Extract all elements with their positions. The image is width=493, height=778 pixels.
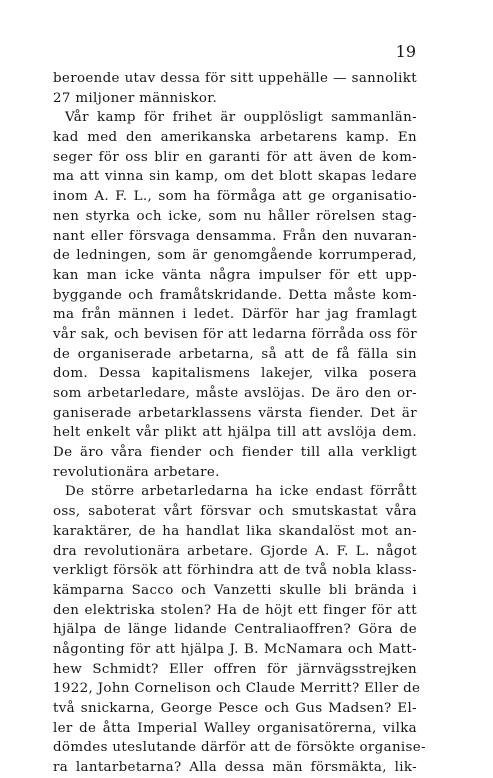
text-line: dra revolutionära arbetare. Gjorde A. F. L. något	[53, 543, 417, 559]
text-line: dömdes uteslutande därför att de försökte organise-	[53, 740, 426, 756]
text-line: ganiserade arbetarklassens värsta fiender. Det är	[53, 405, 417, 421]
text-line: ma från männen i ledet. Därför har jag framlagt	[53, 307, 417, 323]
text-line: revolutionära arbetare.	[53, 464, 220, 480]
text-line: vår sak, och bevisen för att ledarna förråda oss för	[53, 326, 417, 342]
page-number: 19	[395, 42, 416, 61]
text-line: De äro våra fiender och fiender till alla verkligt	[53, 445, 417, 461]
text-line: beroende utav dessa för sitt uppehälle — sannolikt	[53, 71, 417, 86]
text-line: de ledningen, som är genomgående korrumperad,	[53, 248, 417, 264]
text-line: kämparna Sacco och Vanzetti skulle bli brända i	[53, 582, 417, 598]
text-line: helt enkelt vår plikt att hjälpa till att avslöja dem.	[53, 425, 417, 441]
text-line: de organiserade arbetarna, så att de få fälla sin	[53, 346, 417, 362]
text-line: nant eller försvaga densamma. Från den nuvaran-	[53, 228, 417, 244]
text-line: två snickarna, George Pesce och Gus Madsen? El-	[53, 701, 417, 716]
text-line: byggande och framåtskridande. Detta måste kom-	[53, 287, 417, 303]
text-line: kan man icke vänta några impulser för ett upp-	[53, 267, 417, 283]
text-line: De större arbetarledarna ha icke endast förrått	[65, 484, 417, 500]
text-line: ler de åtta Imperial Walley organisatörerna, vilka	[53, 720, 417, 736]
text-line: hew Schmidt? Eller offren för järnvägsstrejken	[53, 661, 417, 677]
text-line: inom A. F. L., som ha förmåga att ge organisatio-	[53, 189, 417, 205]
text-line: dom. Dessa kapitalismens lakejer, vilka posera	[53, 366, 417, 382]
text-line: någonting för att hjälpa J. B. McNamara och Matt-	[53, 641, 417, 657]
body-text	[53, 69, 426, 778]
text-line: ma att vinna sin kamp, om det blott skapas ledare	[53, 169, 417, 185]
text-line: oss, saboterat vårt försvar och smutskastat våra	[53, 504, 417, 520]
text-line: hjälpa de länge lidande Centraliaoffren? Göra de	[53, 622, 417, 638]
text-line: karaktärer, de ha handlat lika skandalöst mot an-	[53, 523, 417, 539]
text-line: den elektriska stolen? Ha de höjt ett finger för att	[53, 602, 417, 618]
text-line: kad med den amerikanska arbetarens kamp. En	[53, 130, 417, 146]
text-line: 1922, John Cornelison och Claude Merritt? Eller de	[53, 681, 421, 697]
text-line: 27 miljoner människor.	[53, 90, 218, 106]
text-line: nen styrka och icke, som nu håller rörelsen stag-	[53, 208, 417, 224]
text-line: verkligt försök att förhindra att de två nobla klass-	[53, 563, 417, 579]
text-line: ra lantarbetarna? Alla dessa män försmäkta, lik-	[53, 760, 417, 776]
text-line: seger för oss blir en garanti för att även de kom-	[53, 149, 417, 165]
text-line: som arbetarledare, måste avslöjas. De äro den or-	[53, 386, 417, 401]
text-line: Vår kamp för frihet är oupplösligt sammanlän-	[65, 110, 417, 126]
